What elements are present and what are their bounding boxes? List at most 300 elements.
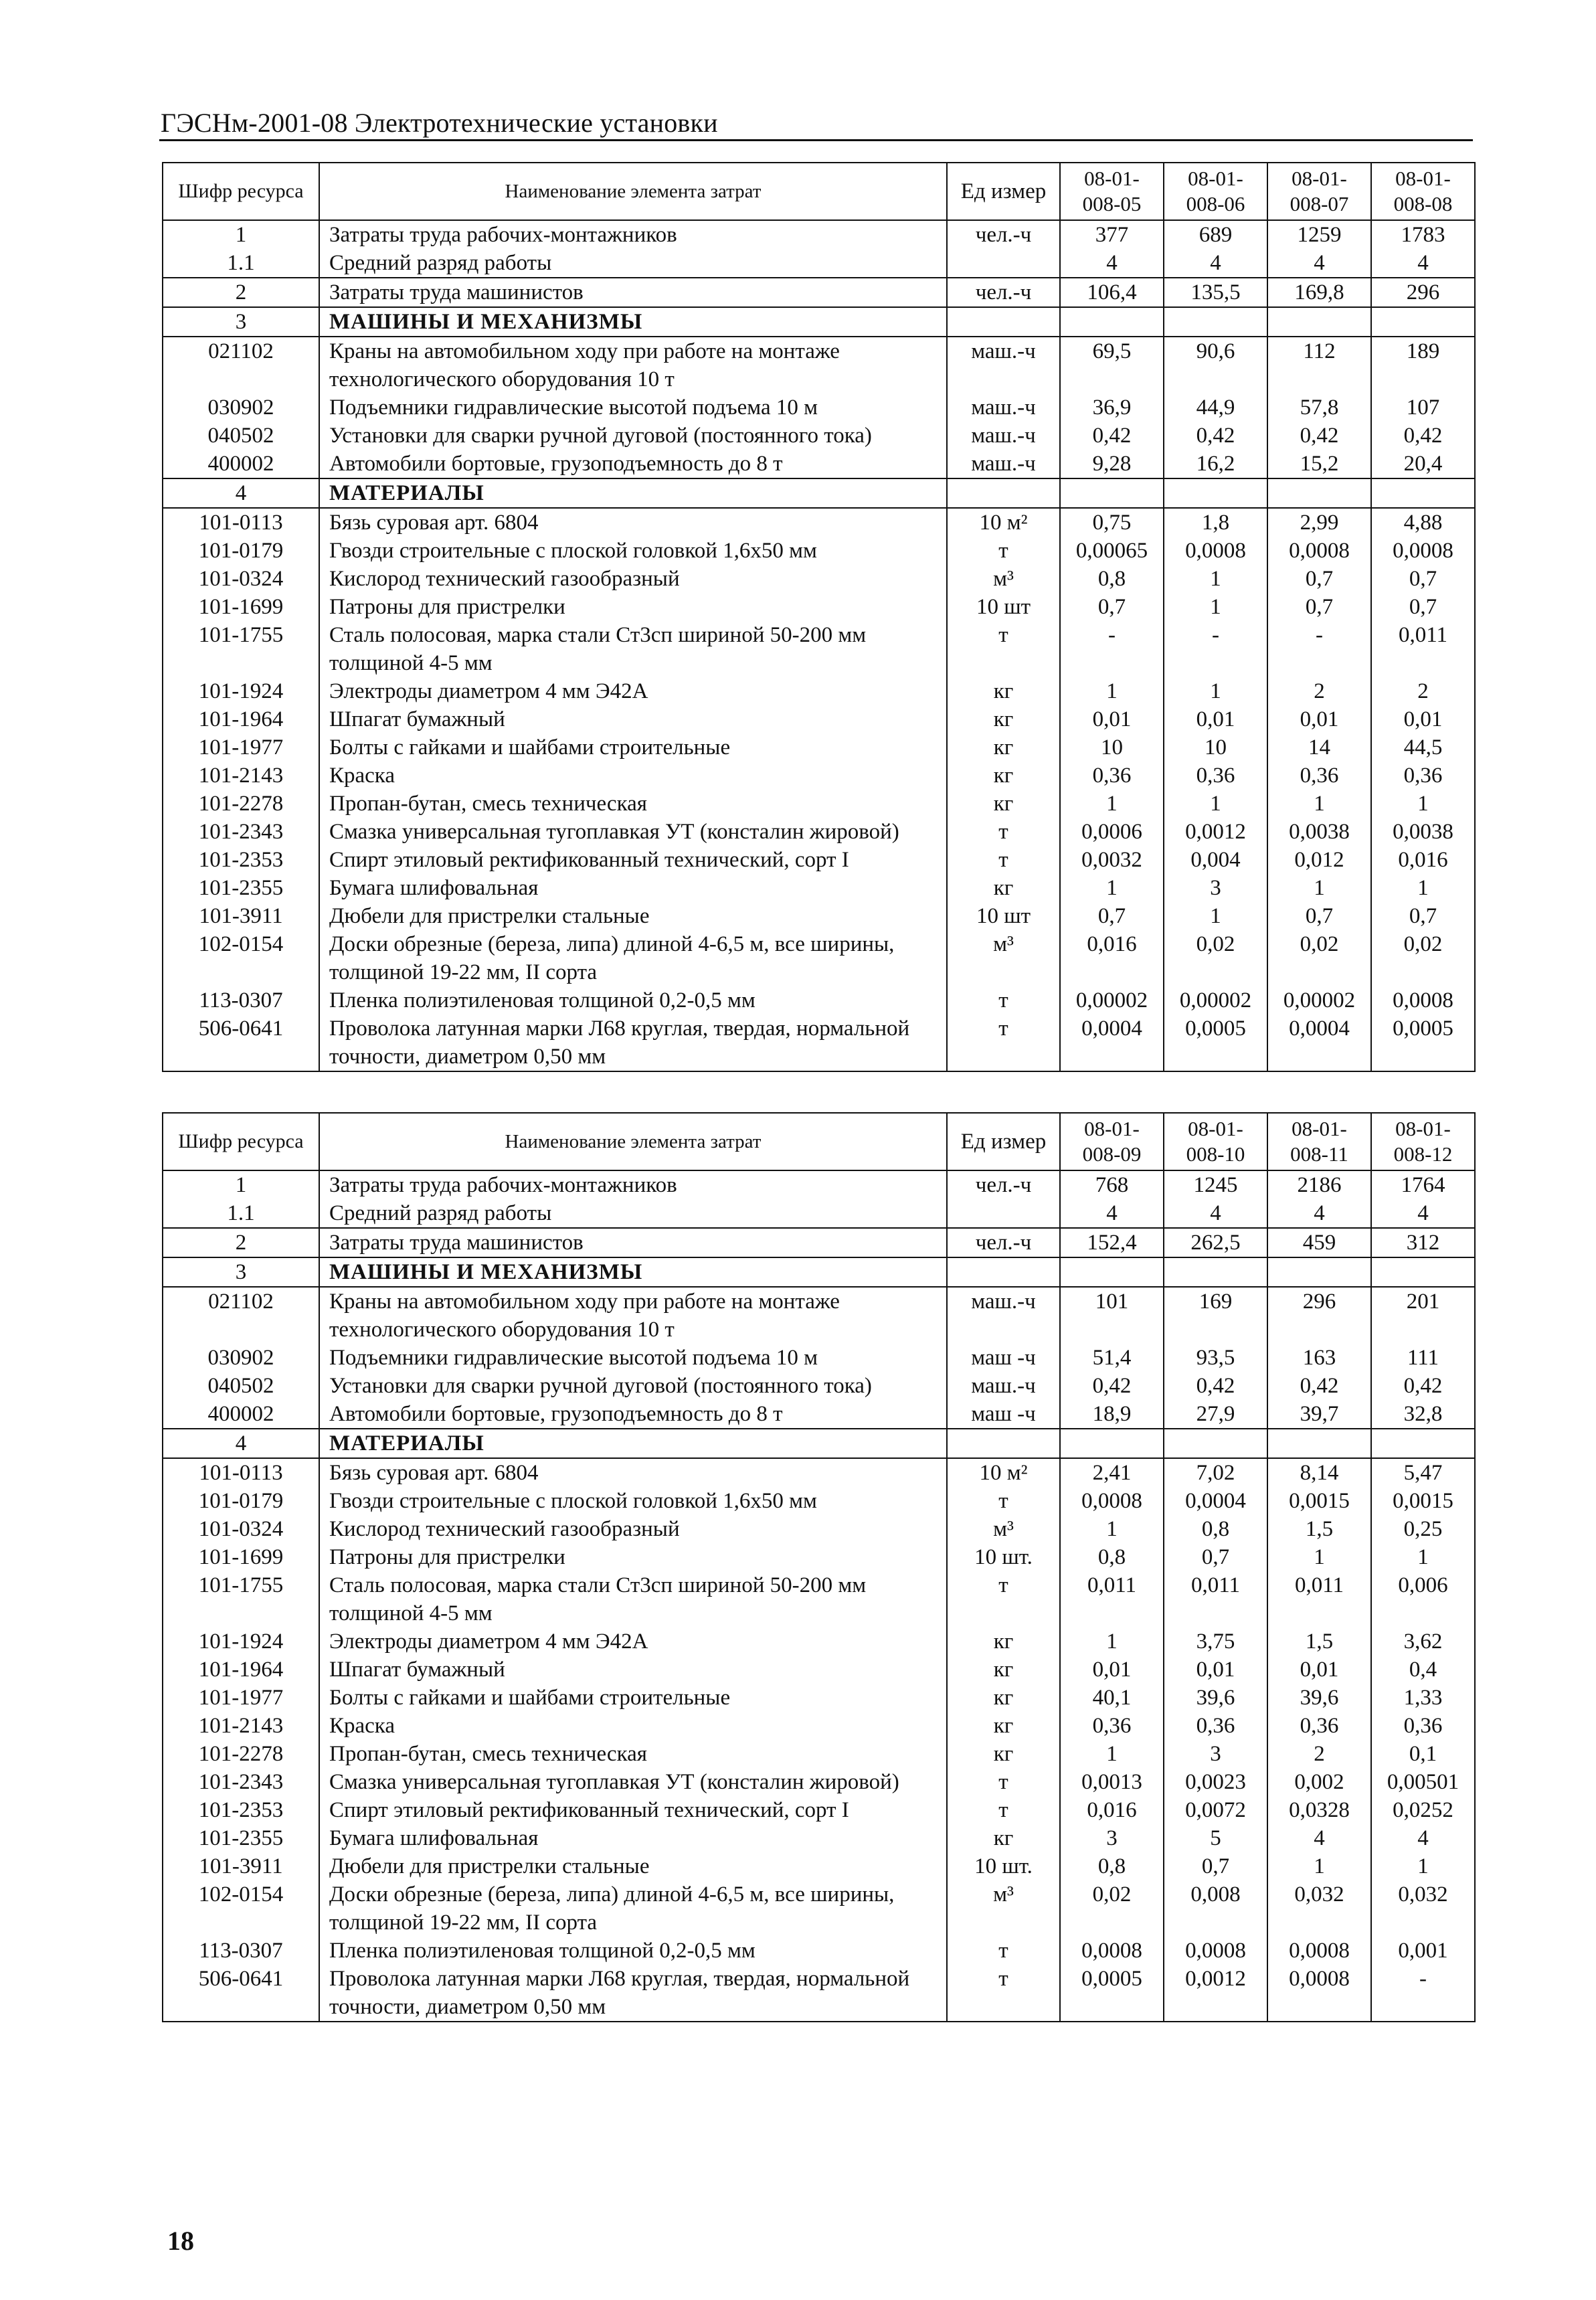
resource-code: 3: [163, 307, 319, 337]
header-norm-code: 08-01- 008-07: [1267, 163, 1371, 220]
resource-code: 030902: [163, 1344, 319, 1372]
table-row: [163, 1228, 1475, 1257]
resource-code: 030902: [163, 393, 319, 422]
resource-name: Смазка универсальная тугоплавкая УТ (консталин жировой): [319, 818, 947, 846]
unit-of-measure: кг: [947, 762, 1060, 790]
norm-value: 3,75: [1164, 1627, 1267, 1656]
norm-value: 69,5: [1060, 337, 1164, 393]
norm-value: [1371, 478, 1475, 508]
unit-of-measure: маш.-ч: [947, 1287, 1060, 1344]
norm-value: 4: [1164, 249, 1267, 278]
unit-of-measure: маш -ч: [947, 1344, 1060, 1372]
norm-value: 1: [1060, 677, 1164, 705]
resource-table-1: [162, 162, 1476, 1072]
norm-value: 0,02: [1164, 930, 1267, 986]
unit-of-measure: м³: [947, 565, 1060, 593]
norm-value: 0,0008: [1164, 1937, 1267, 1965]
unit-of-measure: маш.-ч: [947, 393, 1060, 422]
resource-code: 101-1964: [163, 705, 319, 733]
resource-name: Пленка полиэтиленовая толщиной 0,2-0,5 мм: [319, 986, 947, 1014]
resource-name: Дюбели для пристрелки стальные: [319, 1852, 947, 1880]
resource-code: 101-0179: [163, 1487, 319, 1515]
table-row: [163, 1965, 1475, 2022]
resource-code: 101-1755: [163, 621, 319, 677]
resource-name: Спирт этиловый ректификованный технический, сорт I: [319, 1796, 947, 1824]
norm-value: 0,0038: [1267, 818, 1371, 846]
resource-code: 101-1699: [163, 593, 319, 621]
table-row: [163, 565, 1475, 593]
table-row: [163, 1824, 1475, 1852]
norm-value: 90,6: [1164, 337, 1267, 393]
resource-name: Сталь полосовая, марка стали Ст3сп шириной 50-200 мм толщиной 4-5 мм: [319, 1571, 947, 1627]
resource-code: 400002: [163, 450, 319, 478]
table-row: [163, 1937, 1475, 1965]
table-row: [163, 1768, 1475, 1796]
unit-of-measure: 10 шт.: [947, 1543, 1060, 1571]
table-row: [163, 705, 1475, 733]
unit-of-measure: [947, 307, 1060, 337]
table-row: [163, 874, 1475, 902]
norm-value: 0,0008: [1371, 986, 1475, 1014]
unit-of-measure: 10 шт.: [947, 1852, 1060, 1880]
resource-code: 1: [163, 1170, 319, 1199]
resource-name: Доски обрезные (береза, липа) длиной 4-6,5 м, все ширины, толщиной 19-22 мм, II сорта: [319, 930, 947, 986]
norm-value: 0,25: [1371, 1515, 1475, 1543]
norm-value: 768: [1060, 1170, 1164, 1199]
norm-value: [1267, 307, 1371, 337]
table-row: [163, 422, 1475, 450]
norm-value: 0,1: [1371, 1740, 1475, 1768]
unit-of-measure: [947, 249, 1060, 278]
norm-value: 0,0005: [1371, 1014, 1475, 1071]
norm-value: 169: [1164, 1287, 1267, 1344]
unit-of-measure: т: [947, 986, 1060, 1014]
norm-value: [1164, 1257, 1267, 1287]
resource-name: Гвозди строительные с плоской головкой 1,6x50 мм: [319, 537, 947, 565]
unit-of-measure: маш.-ч: [947, 450, 1060, 478]
unit-of-measure: кг: [947, 874, 1060, 902]
table-row: [163, 1458, 1475, 1487]
norm-value: 1: [1060, 1740, 1164, 1768]
norm-value: 1764: [1371, 1170, 1475, 1199]
resource-code: 101-0113: [163, 508, 319, 537]
resource-name: Сталь полосовая, марка стали Ст3сп шириной 50-200 мм толщиной 4-5 мм: [319, 621, 947, 677]
norm-value: 39,6: [1164, 1684, 1267, 1712]
resource-name: Дюбели для пристрелки стальные: [319, 902, 947, 930]
norm-value: 4: [1267, 1199, 1371, 1228]
header-name: Наименование элемента затрат: [319, 1113, 947, 1170]
norm-value: 2186: [1267, 1170, 1371, 1199]
norm-value: 4: [1371, 249, 1475, 278]
norm-value: 16,2: [1164, 450, 1267, 478]
norm-value: 1: [1371, 1543, 1475, 1571]
norm-value: 0,01: [1060, 1656, 1164, 1684]
norm-value: [1267, 1429, 1371, 1458]
section-row: [163, 478, 1475, 508]
resource-code: 101-0324: [163, 1515, 319, 1543]
resource-code: 1.1: [163, 249, 319, 278]
resource-code: 2: [163, 1228, 319, 1257]
norm-value: 0,01: [1060, 705, 1164, 733]
unit-of-measure: 10 м²: [947, 1458, 1060, 1487]
table-row: [163, 593, 1475, 621]
unit-of-measure: [947, 1199, 1060, 1228]
norm-value: 0,42: [1164, 1372, 1267, 1400]
table-row: [163, 930, 1475, 986]
resource-name: Патроны для пристрелки: [319, 1543, 947, 1571]
norm-value: 7,02: [1164, 1458, 1267, 1487]
resource-code: 101-1699: [163, 1543, 319, 1571]
norm-value: 0,0012: [1164, 818, 1267, 846]
resource-code: 101-0113: [163, 1458, 319, 1487]
norm-value: 0,01: [1267, 1656, 1371, 1684]
resource-name: Проволока латунная марки Л68 круглая, твердая, нормальной точности, диаметром 0,50 мм: [319, 1965, 947, 2022]
norm-value: 57,8: [1267, 393, 1371, 422]
norm-value: 1: [1371, 790, 1475, 818]
norm-value: 0,7: [1164, 1852, 1267, 1880]
norm-value: 0,7: [1371, 902, 1475, 930]
norm-value: 0,8: [1060, 1852, 1164, 1880]
resource-name: Установки для сварки ручной дуговой (постоянного тока): [319, 1372, 947, 1400]
norm-value: 1,5: [1267, 1515, 1371, 1543]
norm-value: 0,00002: [1164, 986, 1267, 1014]
resource-name: Подъемники гидравлические высотой подъема 10 м: [319, 393, 947, 422]
norm-value: 0,002: [1267, 1768, 1371, 1796]
norm-value: -: [1060, 621, 1164, 677]
norm-value: [1371, 1429, 1475, 1458]
resource-code: 101-3911: [163, 1852, 319, 1880]
norm-value: 0,42: [1267, 422, 1371, 450]
unit-of-measure: [947, 1429, 1060, 1458]
table-row: [163, 393, 1475, 422]
norm-value: 0,4: [1371, 1656, 1475, 1684]
norm-value: 1,8: [1164, 508, 1267, 537]
norm-value: 0,0015: [1371, 1487, 1475, 1515]
norm-value: 1: [1371, 874, 1475, 902]
norm-value: 44,9: [1164, 393, 1267, 422]
resource-name: Проволока латунная марки Л68 круглая, твердая, нормальной точности, диаметром 0,50 мм: [319, 1014, 947, 1071]
norm-value: 0,0005: [1164, 1014, 1267, 1071]
norm-value: 0,42: [1371, 422, 1475, 450]
resource-code: 400002: [163, 1400, 319, 1429]
norm-value: [1267, 1257, 1371, 1287]
resource-name: Доски обрезные (береза, липа) длиной 4-6,5 м, все ширины, толщиной 19-22 мм, II сорта: [319, 1880, 947, 1937]
norm-value: 0,012: [1267, 846, 1371, 874]
document-header-title: ГЭСНм-2001-08 Электротехнические установки: [161, 108, 718, 138]
norm-value: 0,7: [1164, 1543, 1267, 1571]
norm-value: 0,7: [1267, 902, 1371, 930]
norm-value: 0,016: [1060, 1796, 1164, 1824]
norm-value: 0,016: [1060, 930, 1164, 986]
norm-value: 3: [1164, 1740, 1267, 1768]
norm-value: 93,5: [1164, 1344, 1267, 1372]
resource-name: Затраты труда машинистов: [319, 278, 947, 307]
unit-of-measure: [947, 478, 1060, 508]
norm-value: 1: [1267, 1543, 1371, 1571]
norm-value: 0,36: [1371, 762, 1475, 790]
norm-value: 0,0005: [1060, 1965, 1164, 2022]
unit-of-measure: чел.-ч: [947, 220, 1060, 249]
norm-value: 0,02: [1371, 930, 1475, 986]
resource-name: Электроды диаметром 4 мм Э42А: [319, 1627, 947, 1656]
norm-value: 4,88: [1371, 508, 1475, 537]
unit-of-measure: т: [947, 846, 1060, 874]
resource-name: Краны на автомобильном ходу при работе на монтаже технологического оборудования 10 т: [319, 337, 947, 393]
norm-value: 1: [1164, 565, 1267, 593]
table-row: [163, 1199, 1475, 1228]
unit-of-measure: т: [947, 818, 1060, 846]
table-row: [163, 986, 1475, 1014]
norm-value: 0,7: [1371, 593, 1475, 621]
table-row: [163, 537, 1475, 565]
norm-value: 689: [1164, 220, 1267, 249]
unit-of-measure: м³: [947, 1515, 1060, 1543]
norm-value: 0,0004: [1267, 1014, 1371, 1071]
norm-value: 8,14: [1267, 1458, 1371, 1487]
unit-of-measure: кг: [947, 1740, 1060, 1768]
norm-value: 101: [1060, 1287, 1164, 1344]
norm-value: 1: [1060, 1627, 1164, 1656]
norm-value: 0,0328: [1267, 1796, 1371, 1824]
norm-value: 0,00501: [1371, 1768, 1475, 1796]
section-row: [163, 1257, 1475, 1287]
norm-value: 15,2: [1267, 450, 1371, 478]
resource-name: Кислород технический газообразный: [319, 565, 947, 593]
table-row: [163, 1487, 1475, 1515]
norm-value: 0,008: [1164, 1880, 1267, 1937]
norm-value: 3,62: [1371, 1627, 1475, 1656]
norm-value: 0,36: [1164, 762, 1267, 790]
norm-value: 10: [1164, 733, 1267, 762]
norm-value: 135,5: [1164, 278, 1267, 307]
norm-value: 5,47: [1371, 1458, 1475, 1487]
norm-value: 169,8: [1267, 278, 1371, 307]
resource-name: Кислород технический газообразный: [319, 1515, 947, 1543]
norm-value: 296: [1267, 1287, 1371, 1344]
section-title: МАШИНЫ И МЕХАНИЗМЫ: [319, 307, 947, 337]
norm-value: 0,0012: [1164, 1965, 1267, 2022]
norm-value: 1: [1164, 677, 1267, 705]
resource-name: Бумага шлифовальная: [319, 1824, 947, 1852]
norm-value: 1,33: [1371, 1684, 1475, 1712]
resource-name: Шпагат бумажный: [319, 1656, 947, 1684]
unit-of-measure: 10 шт: [947, 593, 1060, 621]
norm-value: 0,36: [1371, 1712, 1475, 1740]
resource-code: 021102: [163, 337, 319, 393]
unit-of-measure: 10 м²: [947, 508, 1060, 537]
page-number: 18: [167, 2226, 194, 2256]
norm-value: 14: [1267, 733, 1371, 762]
norm-value: [1164, 1429, 1267, 1458]
resource-name: Смазка универсальная тугоплавкая УТ (консталин жировой): [319, 1768, 947, 1796]
norm-value: 0,02: [1060, 1880, 1164, 1937]
unit-of-measure: чел.-ч: [947, 1228, 1060, 1257]
norm-value: 4: [1267, 249, 1371, 278]
norm-value: 0,0023: [1164, 1768, 1267, 1796]
norm-value: [1060, 1429, 1164, 1458]
norm-value: 0,8: [1060, 1543, 1164, 1571]
norm-value: 0,0006: [1060, 818, 1164, 846]
norm-value: -: [1164, 621, 1267, 677]
norm-value: 1: [1267, 790, 1371, 818]
resource-code: 506-0641: [163, 1014, 319, 1071]
norm-value: 1783: [1371, 220, 1475, 249]
table-row: [163, 818, 1475, 846]
norm-value: 0,7: [1060, 593, 1164, 621]
unit-of-measure: кг: [947, 1824, 1060, 1852]
header-code: Шифр ресурса: [163, 163, 319, 220]
resource-name: Пленка полиэтиленовая толщиной 0,2-0,5 мм: [319, 1937, 947, 1965]
norm-value: [1267, 478, 1371, 508]
resource-code: 101-2355: [163, 874, 319, 902]
norm-value: 0,36: [1060, 762, 1164, 790]
norm-value: 0,0252: [1371, 1796, 1475, 1824]
norm-value: -: [1371, 1965, 1475, 2022]
unit-of-measure: т: [947, 1487, 1060, 1515]
norm-value: 0,011: [1371, 621, 1475, 677]
unit-of-measure: 10 шт: [947, 902, 1060, 930]
header-name: Наименование элемента затрат: [319, 163, 947, 220]
resource-code: 101-2353: [163, 846, 319, 874]
table-row: [163, 1627, 1475, 1656]
norm-value: [1060, 1257, 1164, 1287]
header-norm-code: 08-01- 008-11: [1267, 1113, 1371, 1170]
norm-value: 9,28: [1060, 450, 1164, 478]
norm-value: 0,02: [1267, 930, 1371, 986]
norm-value: 0,01: [1164, 705, 1267, 733]
norm-value: 0,75: [1060, 508, 1164, 537]
table-row: [163, 1796, 1475, 1824]
resource-name: Краска: [319, 762, 947, 790]
resource-code: 3: [163, 1257, 319, 1287]
unit-of-measure: маш.-ч: [947, 337, 1060, 393]
norm-value: 39,7: [1267, 1400, 1371, 1429]
norm-value: 1: [1267, 1852, 1371, 1880]
resource-code: 101-2143: [163, 1712, 319, 1740]
norm-value: 2: [1267, 677, 1371, 705]
norm-value: 1: [1060, 874, 1164, 902]
resource-code: 101-1977: [163, 1684, 319, 1712]
norm-value: 0,011: [1060, 1571, 1164, 1627]
unit-of-measure: кг: [947, 1684, 1060, 1712]
table-row: [163, 1287, 1475, 1344]
norm-value: 0,00002: [1267, 986, 1371, 1014]
norm-value: 36,9: [1060, 393, 1164, 422]
norm-value: 4: [1371, 1199, 1475, 1228]
norm-value: 4: [1267, 1824, 1371, 1852]
resource-name: Болты с гайками и шайбами строительные: [319, 733, 947, 762]
norm-value: 0,7: [1267, 593, 1371, 621]
unit-of-measure: т: [947, 1796, 1060, 1824]
table-row: [163, 1515, 1475, 1543]
header-norm-code: 08-01- 008-12: [1371, 1113, 1475, 1170]
resource-name: Затраты труда машинистов: [319, 1228, 947, 1257]
norm-value: 0,36: [1267, 762, 1371, 790]
norm-value: 1: [1164, 902, 1267, 930]
norm-value: 262,5: [1164, 1228, 1267, 1257]
resource-code: 2: [163, 278, 319, 307]
norm-value: 0,006: [1371, 1571, 1475, 1627]
norm-value: 0,7: [1371, 565, 1475, 593]
norm-value: 2,41: [1060, 1458, 1164, 1487]
resource-code: 506-0641: [163, 1965, 319, 2022]
resource-table-2: [162, 1112, 1476, 2022]
resource-code: 101-3911: [163, 902, 319, 930]
header-norm-code: 08-01- 008-05: [1060, 163, 1164, 220]
resource-name: Гвозди строительные с плоской головкой 1,6x50 мм: [319, 1487, 947, 1515]
resource-code: 113-0307: [163, 986, 319, 1014]
table-row: [163, 450, 1475, 478]
section-row: [163, 1429, 1475, 1458]
table-row: [163, 220, 1475, 249]
norm-value: 39,6: [1267, 1684, 1371, 1712]
resource-name: Подъемники гидравлические высотой подъема 10 м: [319, 1344, 947, 1372]
norm-value: 51,4: [1060, 1344, 1164, 1372]
norm-value: 0,36: [1267, 1712, 1371, 1740]
resource-code: 101-0324: [163, 565, 319, 593]
resource-code: 021102: [163, 1287, 319, 1344]
norm-value: [1371, 1257, 1475, 1287]
table-row: [163, 1656, 1475, 1684]
table-row: [163, 1372, 1475, 1400]
norm-value: 296: [1371, 278, 1475, 307]
resource-name: Пропан-бутан, смесь техническая: [319, 790, 947, 818]
norm-value: [1060, 307, 1164, 337]
norm-value: 0,0004: [1060, 1014, 1164, 1071]
norm-value: -: [1267, 621, 1371, 677]
unit-of-measure: м³: [947, 930, 1060, 986]
norm-value: 0,36: [1060, 1712, 1164, 1740]
table-row: [163, 1571, 1475, 1627]
norm-value: 2,99: [1267, 508, 1371, 537]
norm-value: 189: [1371, 337, 1475, 393]
unit-of-measure: т: [947, 1937, 1060, 1965]
norm-value: 0,01: [1267, 705, 1371, 733]
norm-value: 377: [1060, 220, 1164, 249]
unit-of-measure: т: [947, 1965, 1060, 2022]
unit-of-measure: кг: [947, 733, 1060, 762]
table-row: [163, 902, 1475, 930]
norm-value: [1060, 478, 1164, 508]
unit-of-measure: кг: [947, 1712, 1060, 1740]
norm-value: 3: [1060, 1824, 1164, 1852]
unit-of-measure: т: [947, 1571, 1060, 1627]
norm-value: 1: [1267, 874, 1371, 902]
norm-value: 111: [1371, 1344, 1475, 1372]
resource-code: 101-1964: [163, 1656, 319, 1684]
resource-name: Пропан-бутан, смесь техническая: [319, 1740, 947, 1768]
norm-value: 0,0072: [1164, 1796, 1267, 1824]
resource-name: Установки для сварки ручной дуговой (постоянного тока): [319, 422, 947, 450]
norm-value: 0,011: [1164, 1571, 1267, 1627]
norm-value: 0,42: [1164, 422, 1267, 450]
norm-value: 0,7: [1267, 565, 1371, 593]
norm-value: 3: [1164, 874, 1267, 902]
resource-code: 102-0154: [163, 930, 319, 986]
table-row: [163, 1880, 1475, 1937]
unit-of-measure: т: [947, 1768, 1060, 1796]
norm-value: 107: [1371, 393, 1475, 422]
norm-value: 32,8: [1371, 1400, 1475, 1429]
header-unit: Ед измер: [947, 163, 1060, 220]
resource-name: Бязь суровая арт. 6804: [319, 1458, 947, 1487]
norm-value: 0,032: [1267, 1880, 1371, 1937]
norm-value: 1245: [1164, 1170, 1267, 1199]
norm-value: 0,00002: [1060, 986, 1164, 1014]
norm-value: [1371, 307, 1475, 337]
resource-code: 101-2355: [163, 1824, 319, 1852]
norm-value: 0,0008: [1267, 1965, 1371, 2022]
